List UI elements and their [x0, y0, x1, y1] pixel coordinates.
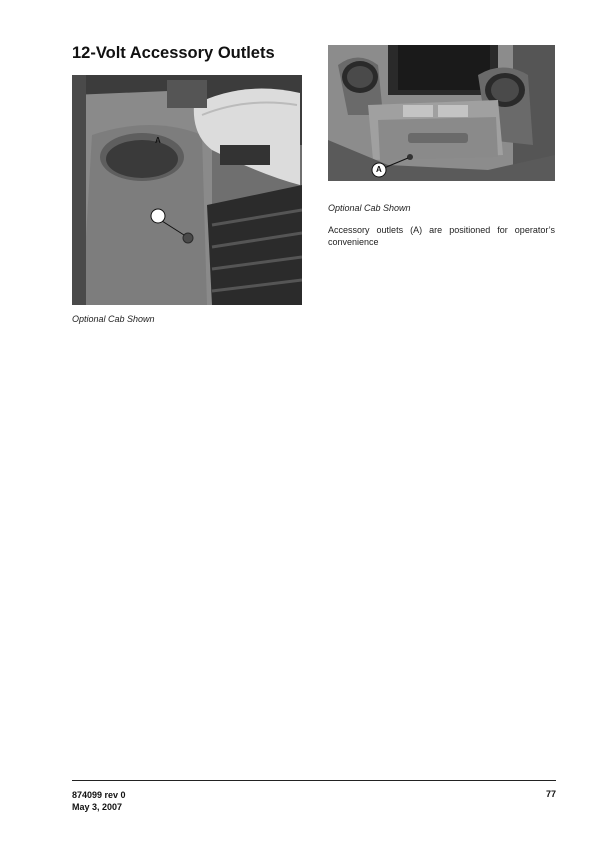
- figure-caption-right: Optional Cab Shown: [328, 203, 411, 213]
- footer-doc-info: [72, 789, 126, 813]
- photo-cab-interior-right: [328, 45, 555, 181]
- footer-doc-number: 874099 rev 0: [72, 790, 126, 800]
- body-paragraph: Accessory outlets (A) are positioned for operator’s convenience: [328, 225, 555, 247]
- footer-divider: [72, 780, 556, 781]
- figure-caption-left: Optional Cab Shown: [72, 314, 155, 324]
- photo-cab-interior-left: [72, 75, 302, 305]
- footer-date: May 3, 2007: [72, 802, 123, 812]
- callout-label-a: A: [376, 165, 382, 174]
- callout-label-a: A: [155, 136, 161, 145]
- page-title: 12-Volt Accessory Outlets: [72, 44, 275, 62]
- page-number: 77: [545, 789, 556, 799]
